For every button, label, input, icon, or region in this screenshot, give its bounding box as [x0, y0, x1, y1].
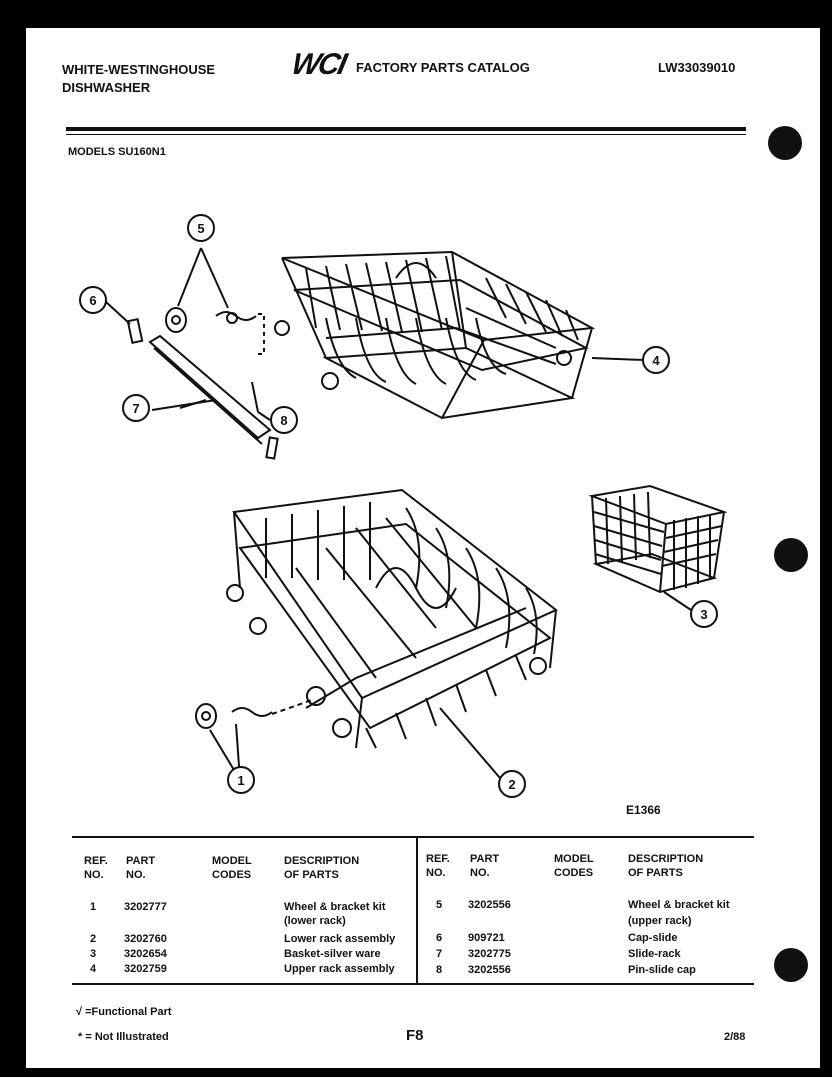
- header-description-right: DESCRIPTION OF PARTS: [628, 853, 704, 879]
- table-bottom-rule: [72, 983, 754, 985]
- left-row-3-ref: 3: [90, 948, 97, 960]
- callout-3: [691, 601, 717, 627]
- header-part-no-right: PART NO.: [470, 853, 500, 879]
- right-row-4-ref: 8: [436, 964, 443, 976]
- right-row-3-part: 3202775: [468, 948, 511, 960]
- table-top-rule: [72, 836, 754, 838]
- left-row-1-part: 3202777: [124, 901, 167, 913]
- binder-hole-bottom: [774, 948, 808, 982]
- upper-wheel-kit-drawing: [166, 248, 264, 354]
- figure-id: E1366: [626, 803, 661, 817]
- callout-4: [643, 347, 669, 373]
- product-name: DISHWASHER: [62, 80, 151, 95]
- left-row-1-desc: Wheel & bracket kit: [284, 901, 386, 913]
- callout-6-label: 6: [89, 293, 97, 308]
- callout-8-label: 8: [280, 413, 288, 428]
- left-row-4-desc: Upper rack assembly: [284, 963, 395, 975]
- right-row-1-desc2: (upper rack): [628, 915, 692, 927]
- right-row-3-ref: 7: [436, 948, 443, 960]
- header-part-no: PART NO.: [126, 855, 156, 881]
- left-row-2-part: 3202760: [124, 933, 167, 945]
- maker-name: WHITE-WESTINGHOUSE: [62, 62, 216, 77]
- functional-part-note: √ =Functional Part: [76, 1006, 172, 1018]
- callout-8: [271, 407, 297, 433]
- catalog-number: LW33039010: [658, 60, 736, 75]
- upper-rack-drawing: [275, 252, 592, 418]
- callout-3-label: 3: [700, 607, 708, 622]
- lower-rack-drawing: [227, 490, 556, 748]
- header-rule-thin: [66, 134, 746, 135]
- callout-1-label: 1: [237, 773, 245, 788]
- right-row-4-part: 3202556: [468, 964, 511, 976]
- right-row-4-desc: Pin-slide cap: [628, 964, 696, 976]
- pin-drawing: [252, 382, 270, 420]
- lower-wheel-kit-drawing: [196, 700, 312, 780]
- header-ref-no: REF. NO.: [84, 855, 108, 881]
- callout-2-label: 2: [508, 777, 516, 792]
- catalog-page: [26, 28, 820, 1068]
- slide-rack-drawing: [150, 336, 270, 444]
- callout-6: [80, 287, 106, 313]
- left-row-1-ref: 1: [90, 901, 97, 913]
- left-row-4-ref: 4: [90, 963, 97, 975]
- callout-7: [123, 395, 149, 421]
- left-row-3-desc: Basket-silver ware: [284, 948, 381, 960]
- right-row-2-part: 909721: [468, 932, 505, 944]
- callout-5: [188, 215, 214, 241]
- header-model-codes-right: MODEL CODES: [554, 853, 594, 879]
- left-row-3-part: 3202654: [124, 948, 167, 960]
- table-divider: [416, 836, 418, 984]
- models-label: MODELS SU160N1: [68, 146, 166, 158]
- callout-4-label: 4: [652, 353, 660, 368]
- callout-1: [228, 767, 254, 793]
- right-row-1-part: 3202556: [468, 899, 511, 911]
- exploded-parts-diagram: [26, 168, 820, 817]
- header-description: DESCRIPTION OF PARTS: [284, 855, 360, 881]
- left-row-2-ref: 2: [90, 933, 97, 945]
- page-code: F8: [406, 1027, 424, 1044]
- catalog-title: FACTORY PARTS CATALOG: [356, 60, 530, 75]
- callout-5-label: 5: [197, 221, 205, 236]
- left-row-1-desc2: (lower rack): [284, 915, 346, 927]
- not-illustrated-note: * = Not Illustrated: [78, 1031, 169, 1043]
- right-row-2-ref: 6: [436, 932, 443, 944]
- callout-7-label: 7: [132, 401, 140, 416]
- right-row-1-desc: Wheel & bracket kit: [628, 899, 730, 911]
- date-code: 2/88: [724, 1031, 746, 1043]
- binder-hole-top: [768, 126, 802, 160]
- header-ref-no-right: REF. NO.: [426, 853, 450, 879]
- header-rule-thick: [66, 127, 746, 131]
- header-model-codes: MODEL CODES: [212, 855, 252, 881]
- silverware-basket-drawing: [592, 486, 724, 612]
- right-row-3-desc: Slide-rack: [628, 948, 681, 960]
- right-row-2-desc: Cap-slide: [628, 932, 678, 944]
- callout-2: [499, 771, 525, 797]
- right-row-1-ref: 5: [436, 899, 443, 911]
- wci-logo: WCI: [288, 48, 348, 81]
- left-row-4-part: 3202759: [124, 963, 167, 975]
- left-row-2-desc: Lower rack assembly: [284, 933, 396, 945]
